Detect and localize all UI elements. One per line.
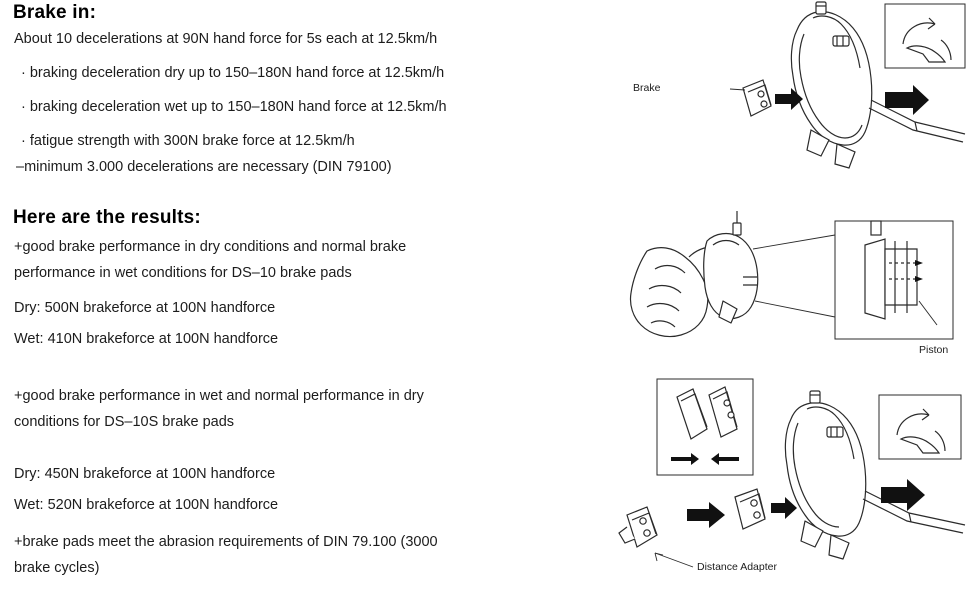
- heading-results: Here are the results:: [13, 207, 201, 228]
- insertion-arrow-3b: [771, 497, 797, 519]
- figure-column: [585, 0, 970, 600]
- results-line-5: +good brake performance in wet and normal performance in dry: [14, 388, 424, 404]
- inset-pad-pair: [657, 379, 753, 475]
- brake-in-line-4: · fatigue strength with 300N brake force at 12.5km/h: [21, 133, 355, 149]
- adapter-callout-leader: [655, 553, 693, 567]
- results-line-2: performance in wet conditions for DS–10 brake pads: [14, 265, 352, 281]
- figure-2-drawing: [585, 205, 970, 370]
- brake-in-line-5: –minimum 3.000 decelerations are necessary (DIN 79100): [16, 159, 392, 175]
- figure2-label-piston: Piston: [919, 344, 949, 356]
- caliper-body-2: [704, 211, 758, 323]
- inset-lever-rotation: [885, 4, 965, 68]
- results-wet-ds10s: Wet: 520N brakeforce at 100N handforce: [14, 497, 279, 513]
- caliper-body: [791, 12, 871, 146]
- figure-1-drawing: [585, 0, 970, 195]
- brake-pad-1: [743, 80, 771, 116]
- inset-piston-detail: [835, 221, 953, 339]
- heading-brake-in: Brake in:: [13, 2, 97, 23]
- results-dry-ds10: Dry: 500N brakeforce at 100N handforce: [14, 300, 276, 316]
- figure3-label-distance-adapter: Distance Adapter: [697, 561, 777, 573]
- results-line-6: conditions for DS–10S brake pads: [14, 414, 235, 430]
- direction-arrow-right-3: [881, 479, 925, 511]
- caliper-body-3: [785, 391, 865, 559]
- figure-3-drawing: [585, 375, 970, 600]
- results-abrasion-line-2: brake cycles): [14, 560, 100, 576]
- results-abrasion-line-1: +brake pads meet the abrasion requirements of DIN 79.100 (3000: [14, 534, 438, 550]
- brake-in-line-3: · braking deceleration wet up to 150–180N hand force at 12.5km/h: [21, 99, 447, 115]
- distance-adapter: [619, 507, 657, 547]
- results-line-1: +good brake performance in dry conditions and normal brake: [14, 239, 407, 255]
- figure-distance-adapter-install: [585, 375, 970, 600]
- brake-in-line-2: · braking deceleration dry up to 150–180N hand force at 12.5km/h: [21, 65, 445, 81]
- brake-in-line-1: About 10 decelerations at 90N hand force for 5s each at 12.5km/h: [14, 31, 438, 47]
- inset-leader-lines: [753, 235, 835, 317]
- figure1-label-brake: Brake: [633, 82, 661, 94]
- figure-brake-pad-insertion: [585, 0, 970, 195]
- results-dry-ds10s: Dry: 450N brakeforce at 100N handforce: [14, 466, 276, 482]
- brake-pad-3: [735, 489, 765, 529]
- text-column: [10, 0, 570, 600]
- results-wet-ds10: Wet: 410N brakeforce at 100N handforce: [14, 331, 279, 347]
- inset-lever-rotation-3: [879, 395, 961, 459]
- insertion-arrow-3: [687, 502, 725, 528]
- figure-piston-reset: [585, 205, 970, 370]
